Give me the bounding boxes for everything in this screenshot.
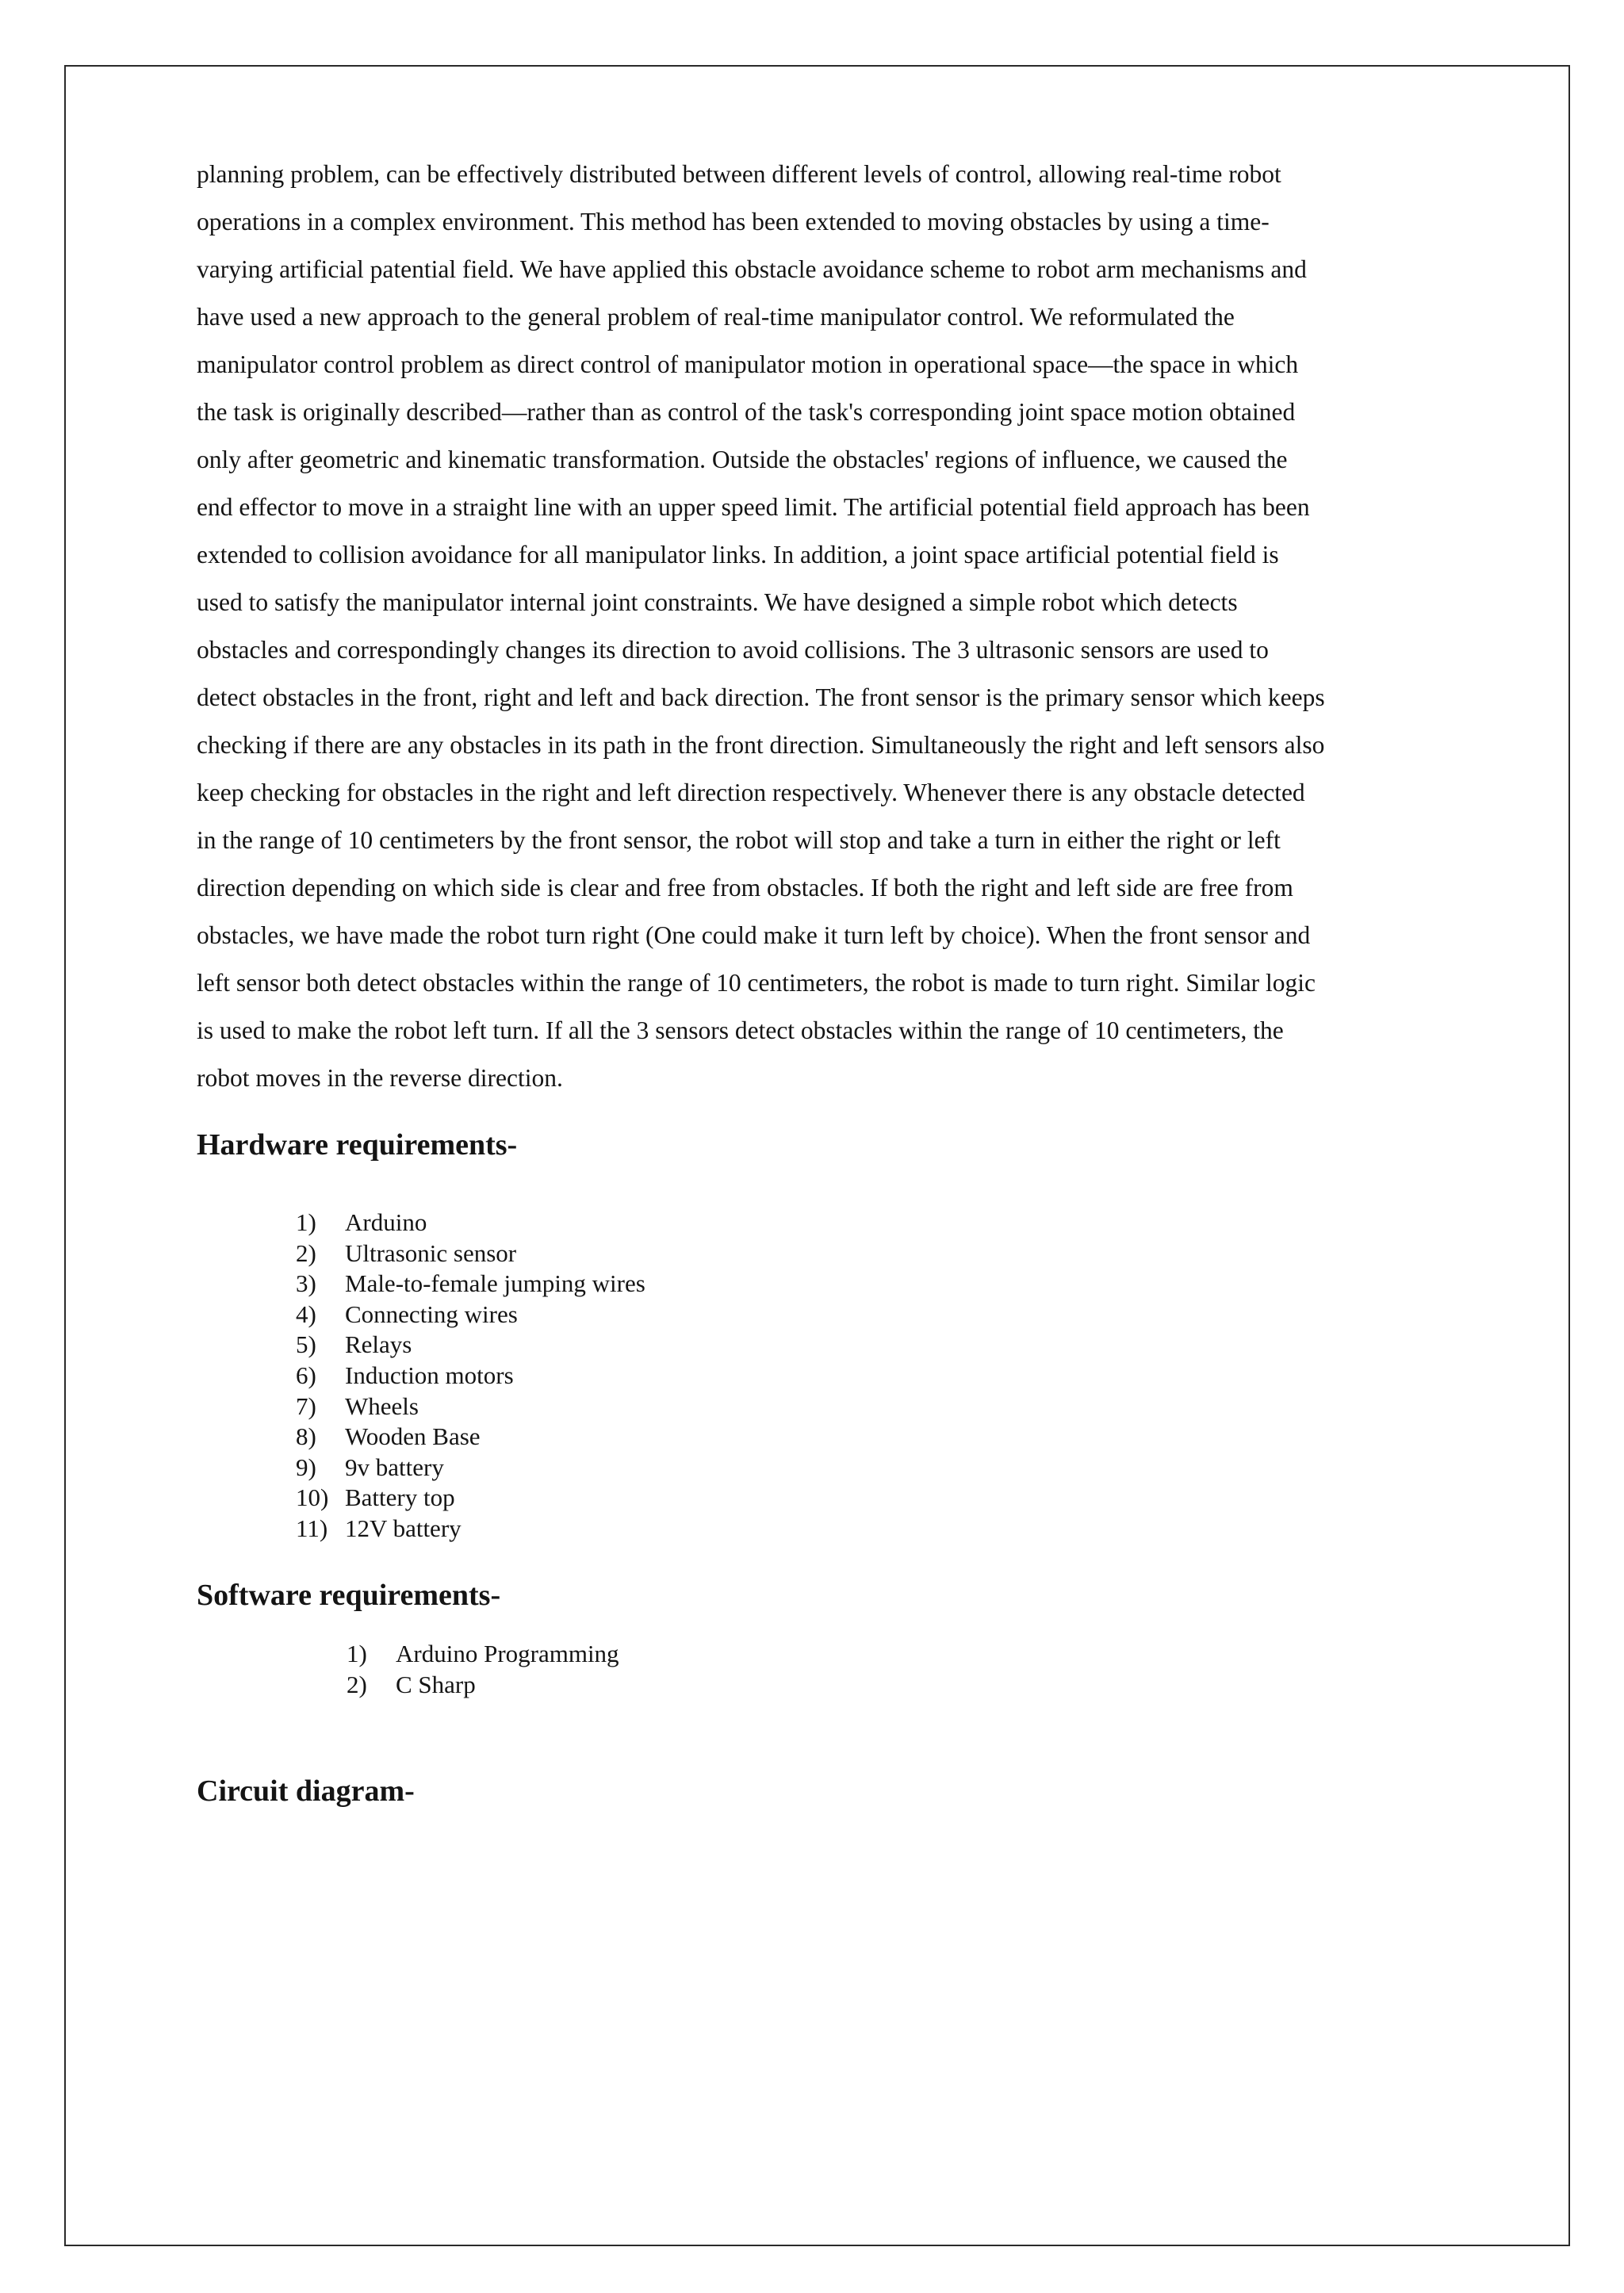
list-item-label: 12V battery bbox=[345, 1514, 462, 1542]
body-text-line: left sensor both detect obstacles within the range of 10 centimeters, the robot is made to turn right. Similar logic bbox=[197, 969, 1316, 997]
body-text-line: direction depending on which side is clear and free from obstacles. If both the right and left side are free from bbox=[197, 874, 1293, 902]
hardware-requirement-item bbox=[296, 1483, 851, 1514]
list-item-number: 1) bbox=[296, 1208, 316, 1236]
list-item-number: 9) bbox=[296, 1453, 316, 1481]
list-item-number: 3) bbox=[296, 1269, 316, 1298]
body-text-line: have used a new approach to the general problem of real-time manipulator control. We reformulated the bbox=[197, 303, 1235, 331]
body-text-line: keep checking for obstacles in the right and left direction respectively. Whenever there is any obstacle detected bbox=[197, 779, 1305, 806]
hardware-requirements-list bbox=[296, 1208, 851, 1545]
body-text-line: in the range of 10 centimeters by the front sensor, the robot will stop and take a turn in either the right or left bbox=[197, 826, 1281, 854]
list-item-number: 1) bbox=[347, 1640, 367, 1667]
list-item-number: 6) bbox=[296, 1361, 316, 1389]
hardware-requirement-item bbox=[296, 1514, 851, 1545]
list-item-label: Wheels bbox=[345, 1391, 419, 1420]
list-item-label: Relays bbox=[345, 1330, 412, 1359]
body-text-line: extended to collision avoidance for all manipulator links. In addition, a joint space artificial potential field is bbox=[197, 541, 1279, 568]
hardware-requirement-item bbox=[296, 1330, 851, 1361]
body-text-line: planning problem, can be effectively distributed between different levels of control, allowing real-time robot bbox=[197, 160, 1281, 188]
list-item-label: Arduino bbox=[345, 1208, 427, 1236]
body-paragraph bbox=[197, 151, 1481, 1102]
body-text-line: only after geometric and kinematic transformation. Outside the obstacles' regions of influence, we caused the bbox=[197, 446, 1288, 473]
body-text-line: the task is originally described—rather than as control of the task's corresponding joint space motion obtained bbox=[197, 398, 1296, 426]
body-text-line: checking if there are any obstacles in its path in the front direction. Simultaneously the right and left sensors also bbox=[197, 731, 1325, 759]
hardware-requirement-item bbox=[296, 1361, 851, 1391]
hardware-requirement-item bbox=[296, 1453, 851, 1483]
body-text-line: obstacles, we have made the robot turn right (One could make it turn left by choice). When the front sensor and bbox=[197, 921, 1311, 949]
software-requirements-list bbox=[347, 1639, 902, 1700]
list-item-number: 4) bbox=[296, 1300, 316, 1328]
list-item-label: Battery top bbox=[345, 1483, 455, 1512]
list-item-number: 8) bbox=[296, 1422, 316, 1451]
body-text-line: manipulator control problem as direct control of manipulator motion in operational space—the space in which bbox=[197, 350, 1299, 378]
list-item-number: 7) bbox=[296, 1391, 316, 1420]
hardware-requirement-item bbox=[296, 1300, 851, 1330]
body-text-line: used to satisfy the manipulator internal joint constraints. We have designed a simple robot which detects bbox=[197, 588, 1238, 616]
body-text-line: robot moves in the reverse direction. bbox=[197, 1064, 563, 1092]
list-item-label: Connecting wires bbox=[345, 1300, 518, 1328]
list-item-label: Induction motors bbox=[345, 1361, 514, 1389]
body-text-line: detect obstacles in the front, right and left and back direction. The front sensor is the primary sensor which keeps bbox=[197, 683, 1325, 711]
list-item-label: C Sharp bbox=[396, 1670, 476, 1698]
body-text-line: is used to make the robot left turn. If all the 3 sensors detect obstacles within the range of 10 centimeters, the bbox=[197, 1016, 1284, 1044]
list-item-label: Male-to-female jumping wires bbox=[345, 1269, 645, 1298]
software-requirement-item bbox=[347, 1639, 902, 1670]
list-item-number: 5) bbox=[296, 1330, 316, 1359]
body-text-line: obstacles and correspondingly changes its direction to avoid collisions. The 3 ultrasonic sensors are used to bbox=[197, 636, 1269, 664]
list-item-label: Ultrasonic sensor bbox=[345, 1238, 517, 1267]
list-item-label: 9v battery bbox=[345, 1453, 444, 1481]
hardware-requirement-item bbox=[296, 1422, 851, 1453]
list-item-number: 11) bbox=[296, 1514, 328, 1542]
hardware-requirement-item bbox=[296, 1269, 851, 1300]
list-item-number: 2) bbox=[347, 1670, 367, 1698]
list-item-label: Wooden Base bbox=[345, 1422, 481, 1451]
circuit-diagram-heading: Circuit diagram- bbox=[197, 1774, 415, 1808]
list-item-number: 2) bbox=[296, 1238, 316, 1267]
list-item-label: Arduino Programming bbox=[396, 1640, 619, 1667]
body-text-line: end effector to move in a straight line with an upper speed limit. The artificial potential field approach has been bbox=[197, 493, 1310, 521]
body-text-line: varying artificial patential field. We have applied this obstacle avoidance scheme to robot arm mechanisms and bbox=[197, 255, 1307, 283]
hardware-requirement-item bbox=[296, 1208, 851, 1238]
hardware-requirements-heading: Hardware requirements- bbox=[197, 1128, 518, 1162]
hardware-requirement-item bbox=[296, 1391, 851, 1422]
hardware-requirement-item bbox=[296, 1238, 851, 1269]
software-requirements-heading: Software requirements- bbox=[197, 1579, 501, 1612]
body-text-line: operations in a complex environment. This method has been extended to moving obstacles by using a time- bbox=[197, 208, 1270, 235]
list-item-number: 10) bbox=[296, 1483, 329, 1512]
software-requirement-item bbox=[347, 1670, 902, 1701]
